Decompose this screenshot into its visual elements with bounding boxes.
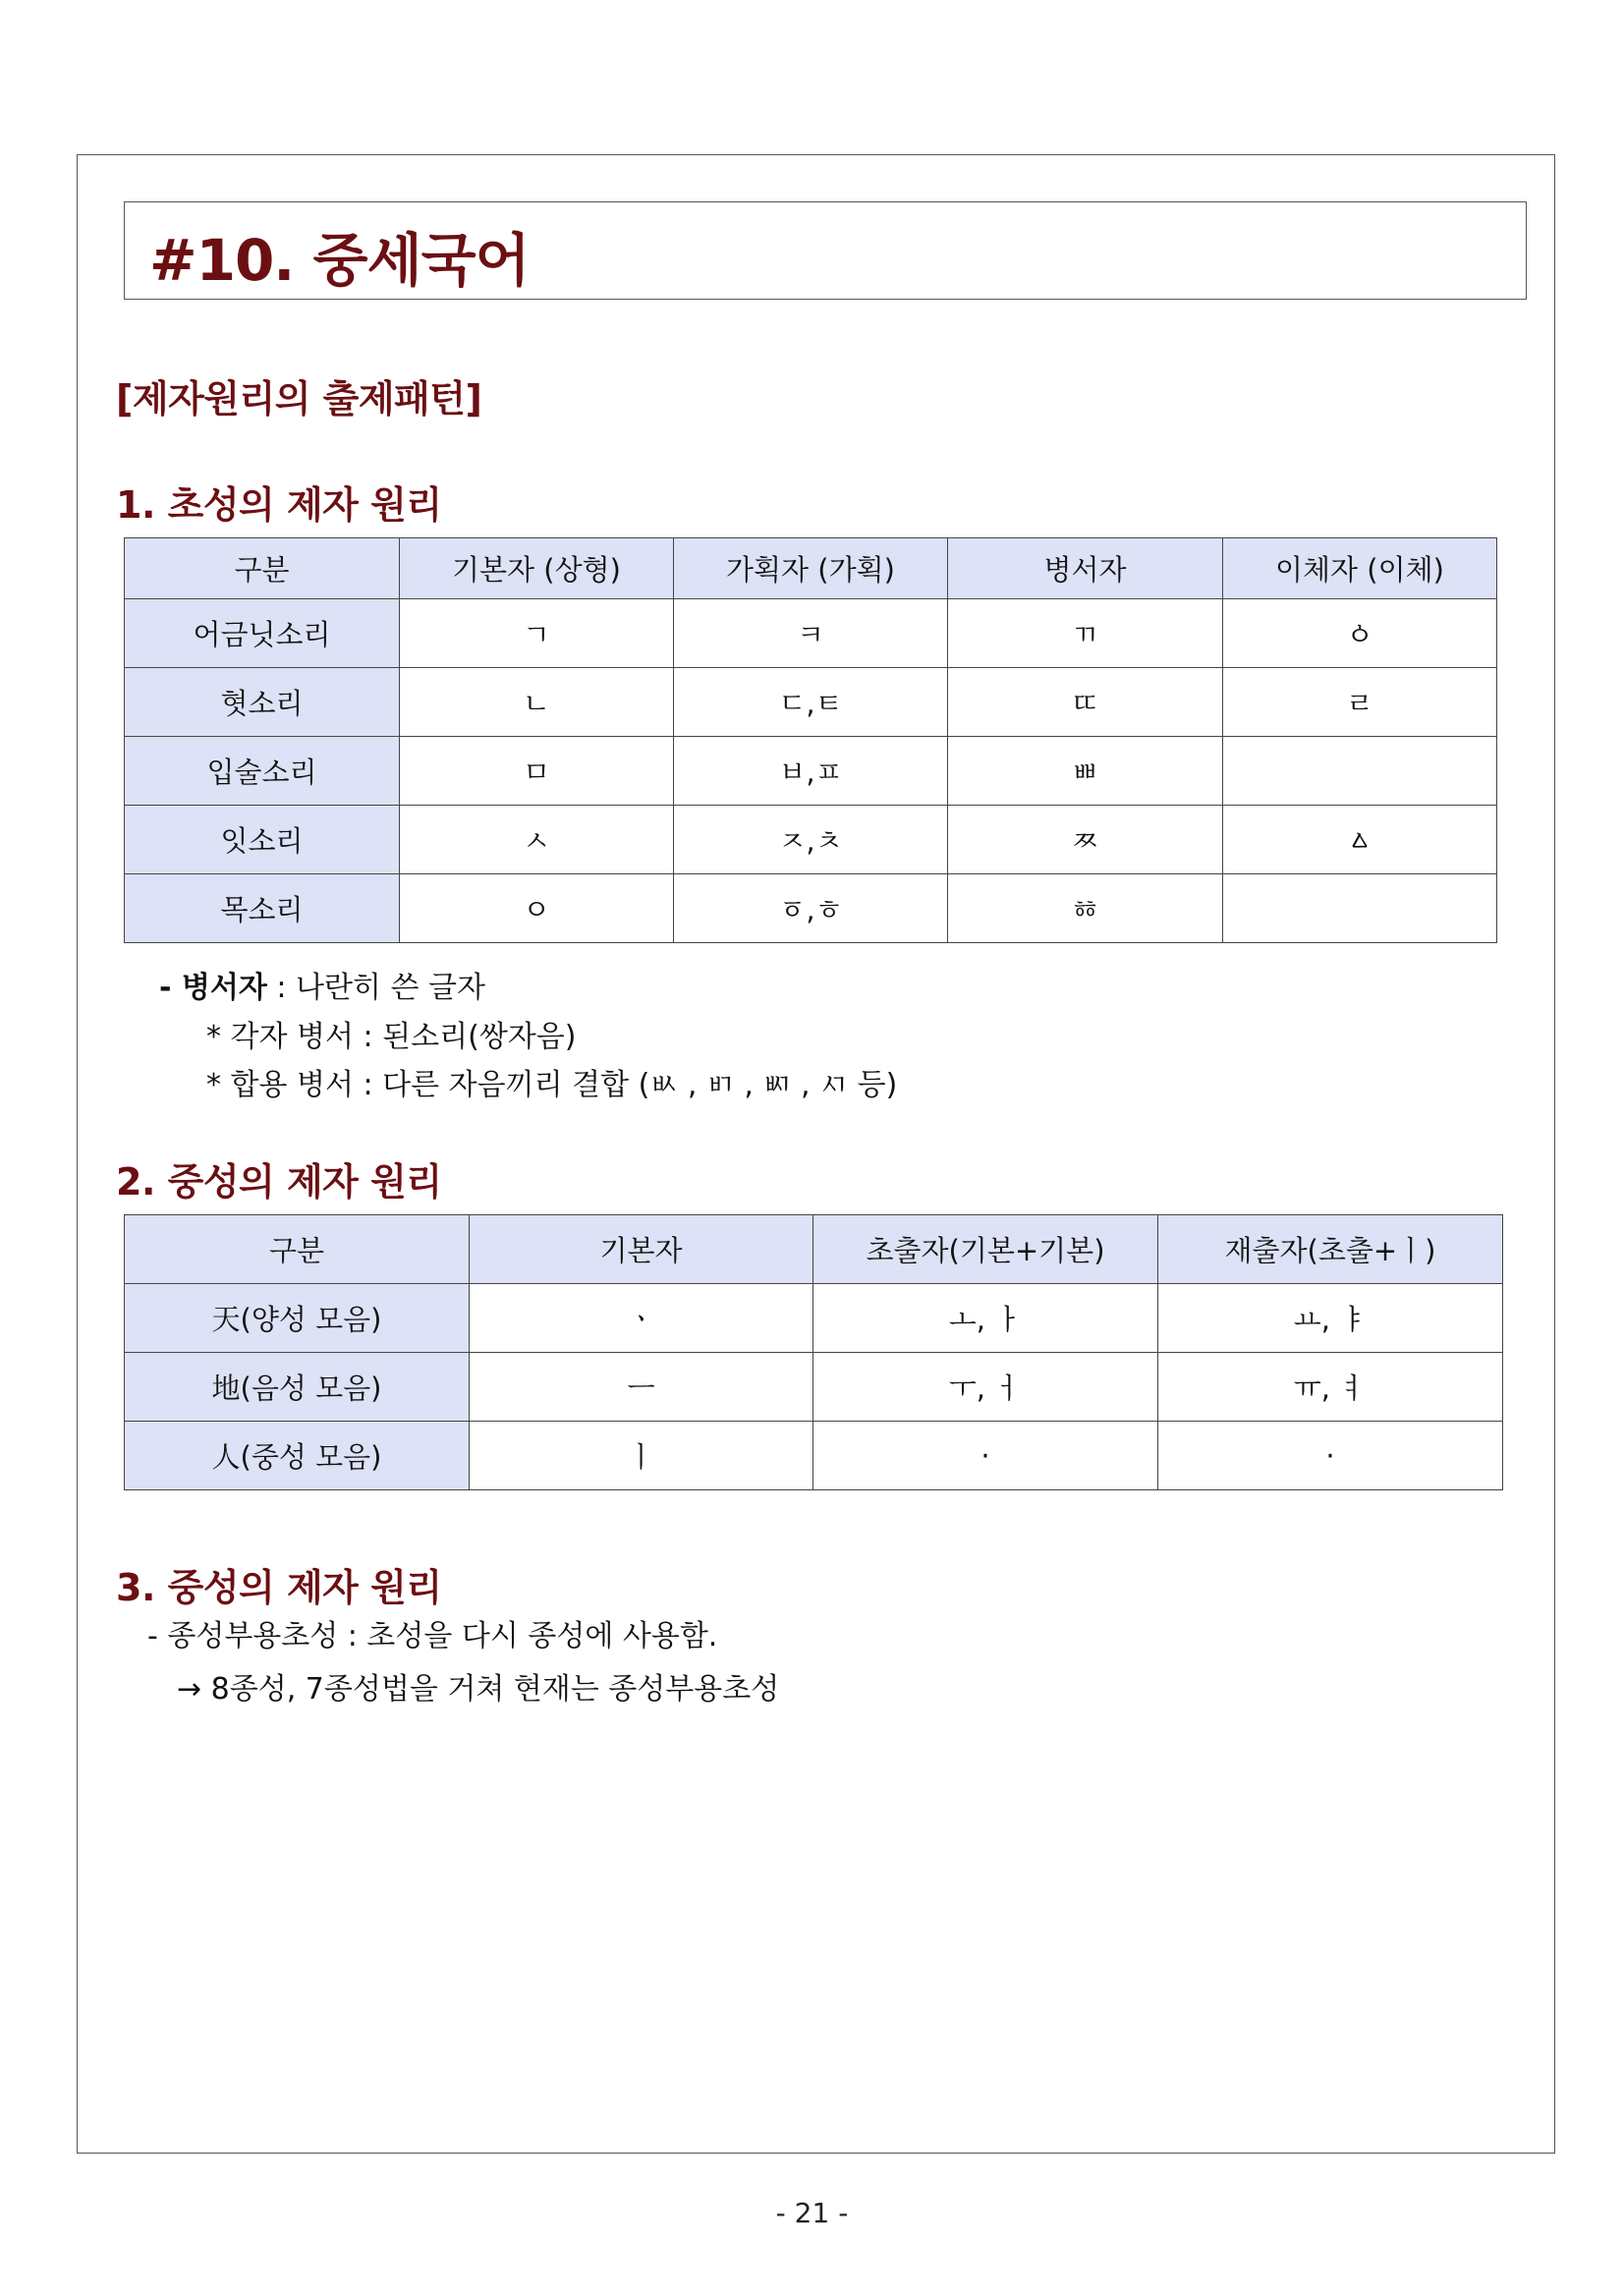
jongseong-history-line: → 8종성, 7종성법을 거쳐 현재는 종성부용초성 [177,1672,780,1707]
byeongseo-note [159,963,485,1006]
header-cell: 재출자(초출+ㅣ) [1158,1215,1503,1284]
table-row [125,1284,1503,1353]
table-cell: ㅜ, ㅓ [813,1353,1158,1422]
table-row [125,1422,1503,1490]
row-label: 목소리 [125,874,400,943]
header-cell: 기본자 (상형) [400,538,674,599]
table-cell: · [813,1422,1158,1490]
table-cell [1223,737,1497,806]
table-row [125,806,1497,874]
table-row [125,599,1497,668]
table-cell: ㄲ [948,599,1223,668]
table-row [125,668,1497,737]
byeongseo-definition: : 나란히 쓴 글자 [266,971,485,1005]
jongseong-line: - 종성부용초성 : 초성을 다시 종성에 사용함. [147,1619,718,1653]
table-cell: ㆁ [1223,599,1497,668]
header-cell: 가획자 (가획) [674,538,948,599]
row-label: 地(음성 모음) [125,1353,470,1422]
table-cell: ㆅ [948,874,1223,943]
table-cell: ㅠ, ㅕ [1158,1353,1503,1422]
table-cell: ㄸ [948,668,1223,737]
table-cell: ㄹ [1223,668,1497,737]
table-cell [1223,874,1497,943]
section1-heading: 1. 초성의 제자 원리 [116,483,442,527]
section3-heading: 3. 중성의 제자 원리 [116,1566,442,1609]
table-row [125,737,1497,806]
table-cell: ㄷ,ㅌ [674,668,948,737]
table-cell: ㅋ [674,599,948,668]
header-cell: 초출자(기본+기본) [813,1215,1158,1284]
table-header-row [125,538,1497,599]
table-cell: ㅛ, ㅑ [1158,1284,1503,1353]
table-cell: ㄱ [400,599,674,668]
table-header-row [125,1215,1503,1284]
row-label: 입술소리 [125,737,400,806]
bullet-hapyong: * 합용 병서 : 다른 자음끼리 결합 (ㅄ , ㅲ , ㅴ , ㅺ 등) [206,1068,898,1102]
header-cell: 병서자 [948,538,1223,599]
table-cell: ㄴ [400,668,674,737]
subtitle: [제자원리의 출제패턴] [116,377,482,420]
table-cell: ㆍ [470,1284,813,1353]
table-cell: ㅣ [470,1422,813,1490]
table-row [125,874,1497,943]
row-label: 人(중성 모음) [125,1422,470,1490]
header-cell: 기본자 [470,1215,813,1284]
table-cell: ㅈ,ㅊ [674,806,948,874]
table-cell: ㅃ [948,737,1223,806]
header-cell: 구분 [125,538,400,599]
table-cell: ㅂ,ㅍ [674,737,948,806]
row-label: 잇소리 [125,806,400,874]
table-cell: ㅗ, ㅏ [813,1284,1158,1353]
table-cell: ㅡ [470,1353,813,1422]
row-label: 어금닛소리 [125,599,400,668]
section2-heading: 2. 중성의 제자 원리 [116,1160,442,1204]
table-cell: ㆆ,ㅎ [674,874,948,943]
table-cell: ㅇ [400,874,674,943]
header-cell: 구분 [125,1215,470,1284]
medial-vowel-table [124,1214,1503,1490]
byeongseo-label: - 병서자 [159,971,267,1005]
row-label: 天(양성 모음) [125,1284,470,1353]
table-cell: ㅿ [1223,806,1497,874]
table-cell: ㅅ [400,806,674,874]
page-title: #10. 중세국어 [149,227,530,294]
bullet-gakja: * 각자 병서 : 된소리(쌍자음) [206,1020,577,1054]
table-cell: · [1158,1422,1503,1490]
initial-consonant-table [124,537,1497,943]
table-cell: ㅉ [948,806,1223,874]
row-label: 혓소리 [125,668,400,737]
table-cell: ㅁ [400,737,674,806]
page-number: - 21 - [775,2197,849,2229]
table-row [125,1353,1503,1422]
header-cell: 이체자 (이체) [1223,538,1497,599]
